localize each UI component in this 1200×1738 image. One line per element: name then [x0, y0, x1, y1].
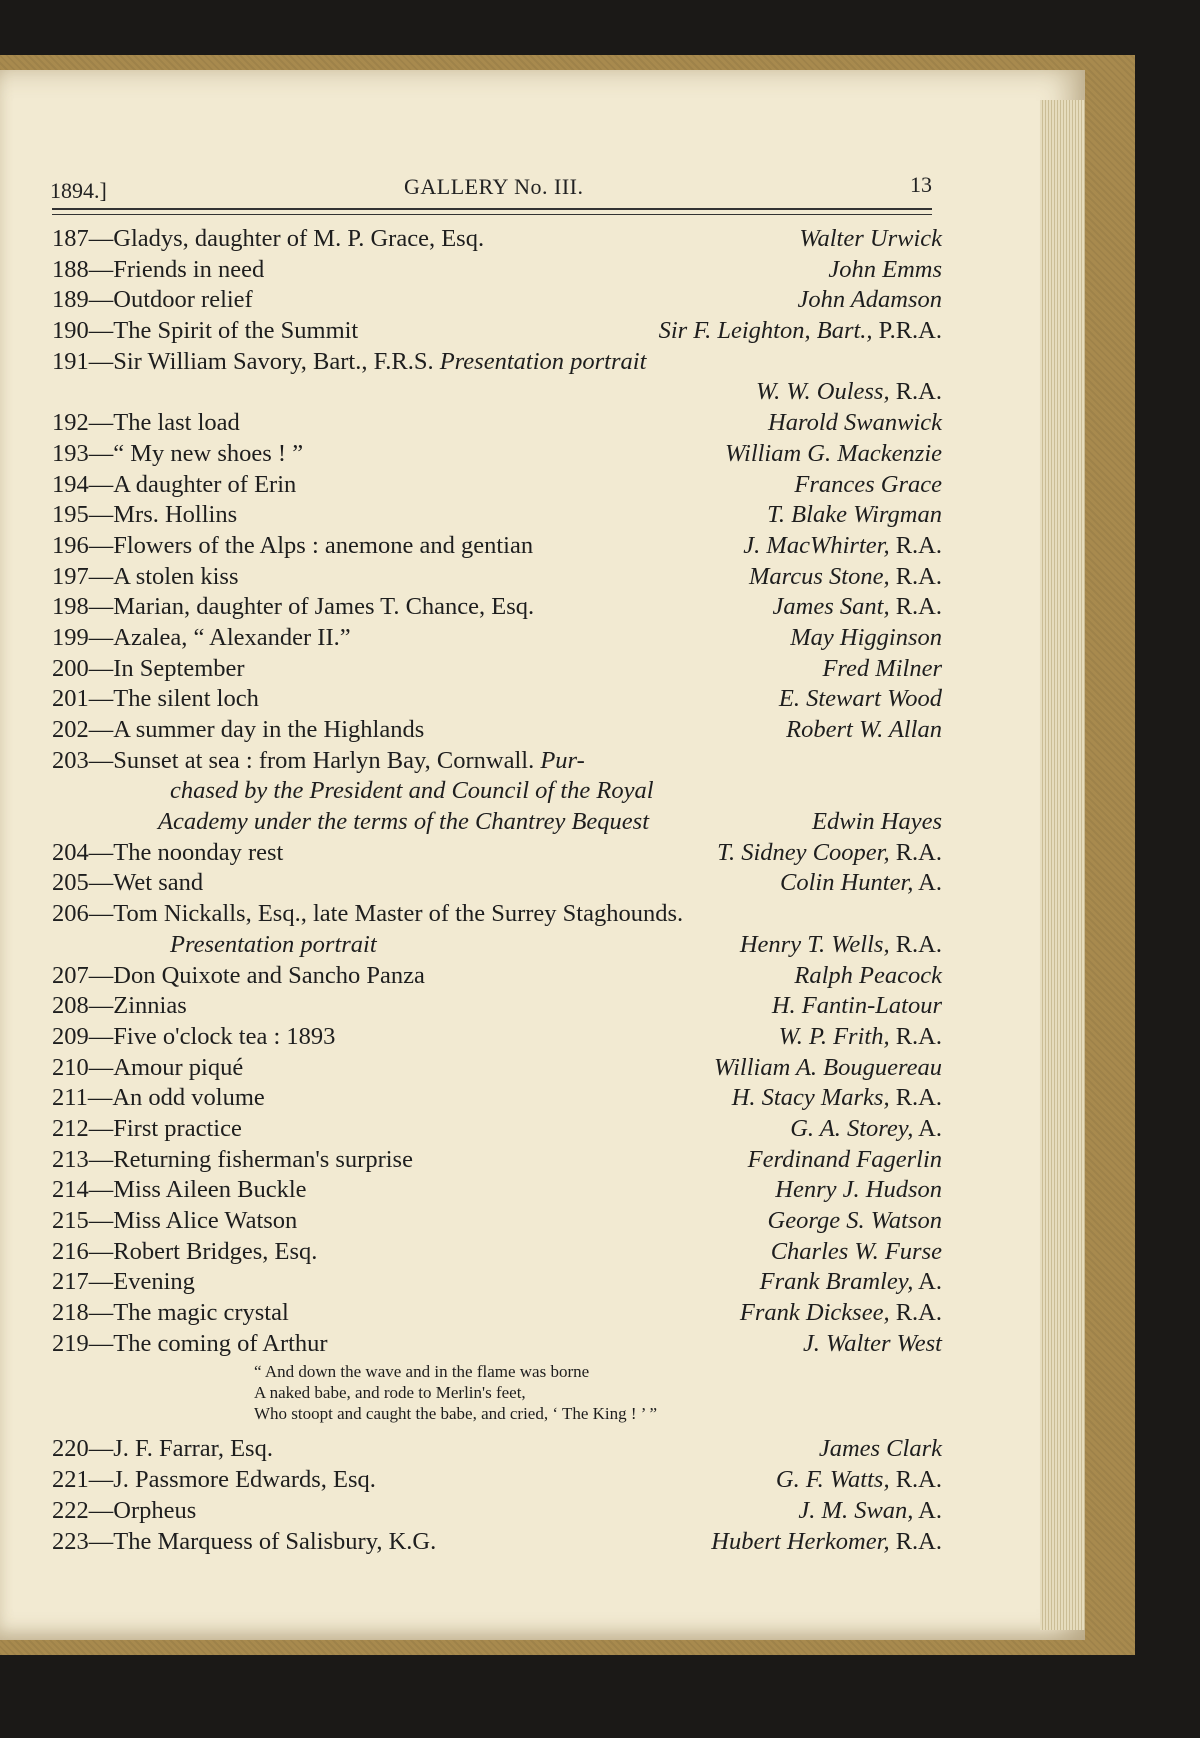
- entry-title: A stolen kiss: [113, 562, 239, 590]
- entry-number: 188: [52, 255, 89, 283]
- artist-honours: A.: [913, 1114, 942, 1142]
- entry-text: 197—A stolen kiss: [52, 562, 239, 590]
- entry-continuation: [52, 930, 942, 961]
- entry-title: The last load: [113, 409, 240, 437]
- artist-name: G. A. Storey, A.: [790, 1114, 942, 1142]
- catalogue-entry: [52, 316, 942, 347]
- catalogue-entry: [52, 285, 942, 316]
- entry-number: 207: [52, 961, 89, 989]
- entry-text: 222—Orpheus: [52, 1496, 197, 1524]
- running-header: [50, 170, 932, 203]
- entry-title: A summer day in the Highlands: [113, 716, 425, 743]
- entry-note: chased by the President and Council of the Royal: [170, 777, 654, 805]
- entry-number: 193: [52, 439, 89, 467]
- catalogue-entry: [52, 1496, 942, 1527]
- entry-text: 191—Sir William Savory, Bart., F.R.S. Presentation portrait: [52, 347, 647, 375]
- entry-title: “ My new shoes ! ”: [113, 439, 304, 467]
- artist-name: Frank Dicksee, R.A.: [739, 1299, 942, 1327]
- artist-name: Harold Swanwick: [768, 409, 942, 437]
- entry-number: 215: [52, 1207, 89, 1234]
- entry-number: 218: [52, 1299, 89, 1327]
- artist-name: James Clark: [818, 1435, 942, 1463]
- entry-text: 187—Gladys, daughter of M. P. Grace, Esq.: [52, 225, 485, 252]
- entry-title: The noonday rest: [113, 838, 284, 866]
- entry-text: 208—Zinnias: [52, 992, 187, 1020]
- artist-name: George S. Watson: [767, 1207, 942, 1234]
- entry-number: 200: [52, 654, 89, 682]
- entry-title: Wet sand: [113, 869, 204, 897]
- catalogue-entry: [52, 684, 942, 715]
- entry-number: 189: [52, 286, 89, 314]
- catalogue-entry: [52, 255, 942, 286]
- artist-honours: R.A.: [889, 1084, 942, 1112]
- artist-honours: P.R.A.: [872, 317, 942, 345]
- entry-number: 214: [52, 1176, 89, 1204]
- entry-text: 219—The coming of Arthur: [52, 1329, 328, 1357]
- artist-name: William G. Mackenzie: [724, 439, 942, 467]
- entry-continuation: [52, 377, 942, 408]
- artist-name: Edwin Hayes: [812, 808, 942, 836]
- entry-text: 209—Five o'clock tea : 1893: [52, 1022, 336, 1050]
- entry-number: 223: [52, 1527, 89, 1555]
- entry-title: The magic crystal: [113, 1299, 289, 1327]
- entry-title: Amour piqué: [113, 1053, 244, 1081]
- entry-text: 207—Don Quixote and Sancho Panza: [52, 961, 425, 989]
- catalogue-entry: [52, 746, 942, 777]
- catalogue-entry: [52, 531, 942, 562]
- verse-line: A naked babe, and rode to Merlin's feet,: [254, 1383, 526, 1403]
- artist-name: J. M. Swan, A.: [798, 1496, 942, 1524]
- entry-text: 210—Amour piqué: [52, 1053, 244, 1081]
- catalogue-entry: [52, 1022, 942, 1053]
- entry-text: 220—J. F. Farrar, Esq.: [52, 1435, 273, 1463]
- catalogue-entry: [52, 347, 942, 378]
- entry-text: 199—Azalea, “ Alexander II.”: [52, 623, 351, 651]
- entry-number: 222: [52, 1496, 89, 1524]
- entry-text: 218—The magic crystal: [52, 1299, 289, 1327]
- entry-note: Presentation portrait: [439, 347, 647, 375]
- entry-text: 217—Evening: [52, 1268, 195, 1296]
- entry-number: 195: [52, 501, 89, 529]
- artist-name: Marcus Stone, R.A.: [748, 562, 942, 590]
- entry-title: The Marquess of Salisbury, K.G.: [113, 1527, 437, 1555]
- entry-number: 209: [52, 1022, 89, 1050]
- entry-number: 212: [52, 1114, 89, 1142]
- entry-number: 197: [52, 562, 89, 590]
- entry-text: 190—The Spirit of the Summit: [52, 317, 359, 345]
- entry-text: 202—A summer day in the Highlands: [52, 716, 425, 743]
- entry-number: 194: [52, 470, 89, 498]
- artist-name: John Emms: [828, 255, 942, 283]
- catalogue-entry: [52, 1434, 942, 1465]
- artist-honours: R.A.: [889, 1466, 942, 1494]
- artist-name: Ferdinand Fagerlin: [747, 1145, 942, 1173]
- catalogue-entry: [52, 1175, 942, 1206]
- catalogue-entry: [52, 1237, 942, 1268]
- catalogue-entry: [52, 838, 942, 869]
- verse-quotation: [52, 1361, 942, 1424]
- artist-name: G. F. Watts, R.A.: [775, 1466, 942, 1494]
- entry-text: 203—Sunset at sea : from Harlyn Bay, Cornwall. Pur-: [52, 746, 585, 774]
- artist-name: T. Blake Wirgman: [767, 501, 942, 529]
- entry-text: 188—Friends in need: [52, 255, 265, 283]
- entry-text: 221—J. Passmore Edwards, Esq.: [52, 1466, 376, 1494]
- entry-title: Returning fisherman's surprise: [113, 1145, 413, 1173]
- artist-name: Frank Bramley, A.: [759, 1268, 942, 1296]
- entry-number: 205: [52, 869, 89, 897]
- artist-name: J. MacWhirter, R.A.: [743, 531, 942, 559]
- artist-name: James Sant, R.A.: [772, 593, 942, 621]
- entry-note: Academy under the terms of the Chantrey Bequest: [158, 808, 650, 836]
- artist-name: H. Fantin-Latour: [771, 992, 942, 1020]
- header-year: 1894.]: [50, 178, 107, 203]
- entry-text: 211—An odd volume: [52, 1084, 265, 1112]
- verse-line: “ And down the wave and in the flame was borne: [254, 1362, 590, 1382]
- artist-name: Sir F. Leighton, Bart., P.R.A.: [658, 317, 942, 345]
- entry-number: 203: [52, 746, 89, 774]
- artist-name: May Higginson: [790, 623, 942, 651]
- entry-title: Sir William Savory, Bart., F.R.S.: [113, 347, 434, 375]
- catalogue-entry: [52, 1145, 942, 1176]
- artist-name: John Adamson: [797, 286, 942, 314]
- entry-number: 211: [52, 1084, 88, 1112]
- page-edges: [1040, 100, 1085, 1630]
- entry-text: 194—A daughter of Erin: [52, 470, 297, 498]
- artist-name: T. Sidney Cooper, R.A.: [717, 838, 942, 866]
- entry-text: 212—First practice: [52, 1114, 242, 1142]
- header-rule: [52, 208, 932, 215]
- entry-number: 204: [52, 838, 89, 866]
- artist-name: Colin Hunter, A.: [780, 869, 942, 897]
- catalogue-entries: [52, 224, 942, 1557]
- entry-number: 206: [52, 900, 89, 928]
- artist-name: Walter Urwick: [799, 225, 942, 252]
- catalogue-entry: [52, 592, 942, 623]
- artist-name: Ralph Peacock: [794, 961, 942, 989]
- artist-name: H. Stacy Marks, R.A.: [731, 1084, 942, 1112]
- entry-text: 214—Miss Aileen Buckle: [52, 1176, 307, 1204]
- artist-honours: R.A.: [889, 378, 942, 406]
- catalogue-entry: [52, 1053, 942, 1084]
- entry-number: 202: [52, 716, 89, 743]
- entry-title: Marian, daughter of James T. Chance, Esq.: [113, 593, 535, 621]
- artist-honours: R.A.: [889, 531, 942, 559]
- entry-text: 196—Flowers of the Alps : anemone and gentian: [52, 531, 534, 559]
- artist-name: William A. Bouguereau: [714, 1053, 942, 1081]
- entry-text: 192—The last load: [52, 409, 240, 437]
- entry-title: Evening: [113, 1268, 195, 1296]
- verse-line: Who stoopt and caught the babe, and cried, ‘ The King ! ’ ”: [254, 1404, 657, 1424]
- entry-number: 219: [52, 1329, 89, 1357]
- artist-honours: A.: [913, 869, 942, 897]
- catalogue-entry: [52, 1267, 942, 1298]
- entry-number: 221: [52, 1466, 89, 1494]
- entry-title-continued: Pur-: [540, 746, 585, 774]
- artist-name: Fred Milner: [822, 654, 942, 682]
- entry-number: 199: [52, 623, 89, 651]
- entry-number: 187: [52, 225, 89, 252]
- entry-title: Don Quixote and Sancho Panza: [113, 961, 425, 989]
- entry-title: Gladys, daughter of M. P. Grace, Esq.: [113, 225, 485, 252]
- page-number: 13: [910, 172, 932, 197]
- catalogue-entry: [52, 899, 942, 930]
- entry-continuation: [52, 807, 942, 838]
- entry-text: 215—Miss Alice Watson: [52, 1207, 298, 1234]
- entry-title: Friends in need: [113, 255, 265, 283]
- entry-title: J. Passmore Edwards, Esq.: [113, 1466, 376, 1494]
- catalogue-entry: [52, 439, 942, 470]
- catalogue-entry: [52, 654, 942, 685]
- entry-number: 198: [52, 593, 89, 621]
- entry-title: Azalea, “ Alexander II.”: [113, 623, 351, 651]
- entry-text: 204—The noonday rest: [52, 838, 284, 866]
- catalogue-entry: [52, 562, 942, 593]
- entry-title: Zinnias: [113, 992, 187, 1020]
- catalogue-entry: [52, 1206, 942, 1237]
- entry-number: 192: [52, 409, 89, 437]
- entry-text: 193—“ My new shoes ! ”: [52, 439, 304, 467]
- entry-title: First practice: [113, 1114, 242, 1142]
- entry-number: 217: [52, 1268, 89, 1296]
- entry-text: 213—Returning fisherman's surprise: [52, 1145, 413, 1173]
- catalogue-entry: [52, 991, 942, 1022]
- artist-name: Charles W. Furse: [770, 1237, 942, 1265]
- header-title: GALLERY No. III.: [404, 174, 584, 199]
- entry-text: 201—The silent loch: [52, 685, 259, 713]
- entry-continuation: [52, 776, 942, 807]
- entry-title: The Spirit of the Summit: [113, 317, 359, 345]
- catalogue-entry: [52, 1465, 942, 1496]
- catalogue-entry: [52, 1329, 942, 1360]
- artist-honours: R.A.: [889, 838, 942, 866]
- entry-title: Outdoor relief: [113, 286, 253, 314]
- catalogue-entry: [52, 1083, 942, 1114]
- catalogue-entry: [52, 961, 942, 992]
- artist-honours: A.: [913, 1496, 942, 1524]
- artist-honours: R.A.: [889, 593, 942, 621]
- entry-number: 196: [52, 531, 89, 559]
- entry-text: 195—Mrs. Hollins: [52, 501, 238, 529]
- entry-title: Orpheus: [113, 1496, 197, 1524]
- artist-name: Henry T. Wells, R.A.: [739, 930, 942, 958]
- artist-name: J. Walter West: [802, 1329, 942, 1357]
- artist-honours: A.: [913, 1268, 942, 1296]
- entry-title: The silent loch: [113, 685, 259, 713]
- entry-title: Flowers of the Alps : anemone and gentian: [113, 531, 534, 559]
- entry-title: Miss Aileen Buckle: [113, 1176, 307, 1204]
- artist-name: Henry J. Hudson: [775, 1176, 942, 1204]
- entry-number: 191: [52, 347, 89, 375]
- entry-title: Sunset at sea : from Harlyn Bay, Cornwall.: [113, 746, 535, 774]
- entry-text: 189—Outdoor relief: [52, 286, 253, 314]
- entry-number: 210: [52, 1053, 89, 1081]
- entry-text: 216—Robert Bridges, Esq.: [52, 1237, 318, 1265]
- artist-name: Frances Grace: [794, 470, 942, 498]
- entry-text: 200—In September: [52, 654, 245, 682]
- entry-title: In September: [113, 654, 245, 682]
- entry-number: 190: [52, 317, 89, 345]
- entry-title: Mrs. Hollins: [113, 501, 238, 529]
- entry-note: Presentation portrait: [170, 930, 377, 958]
- artist-name: Robert W. Allan: [786, 716, 942, 743]
- entry-title: A daughter of Erin: [113, 470, 297, 498]
- entry-number: 220: [52, 1435, 89, 1463]
- artist-honours: R.A.: [889, 1022, 942, 1050]
- artist-honours: R.A.: [889, 930, 942, 958]
- catalogue-entry: [52, 1527, 942, 1558]
- artist-name: W. W. Ouless, R.A.: [755, 378, 942, 406]
- catalogue-entry: [52, 500, 942, 531]
- artist-name: Hubert Herkomer, R.A.: [711, 1527, 942, 1555]
- catalogue-entry: [52, 868, 942, 899]
- entry-number: 216: [52, 1237, 89, 1265]
- entry-number: 201: [52, 685, 89, 713]
- catalogue-entry: [52, 408, 942, 439]
- artist-honours: R.A.: [889, 562, 942, 590]
- catalogue-entry: [52, 1114, 942, 1145]
- entry-title: J. F. Farrar, Esq.: [113, 1435, 273, 1463]
- entry-text: 206—Tom Nickalls, Esq., late Master of the Surrey Staghounds.: [52, 900, 684, 928]
- entry-title: Tom Nickalls, Esq., late Master of the Surrey Staghounds.: [113, 900, 684, 928]
- catalogue-entry: [52, 623, 942, 654]
- entry-number: 213: [52, 1145, 89, 1173]
- entry-title: Five o'clock tea : 1893: [113, 1022, 336, 1050]
- entry-text: 223—The Marquess of Salisbury, K.G.: [52, 1527, 437, 1555]
- entry-text: 205—Wet sand: [52, 869, 204, 897]
- artist-name: E. Stewart Wood: [778, 685, 942, 713]
- catalogue-entry: [52, 470, 942, 501]
- entry-text: 198—Marian, daughter of James T. Chance, Esq.: [52, 593, 535, 621]
- catalogue-entry: [52, 1298, 942, 1329]
- catalogue-entry: [52, 715, 942, 746]
- artist-name: W. P. Frith, R.A.: [778, 1022, 942, 1050]
- artist-honours: R.A.: [889, 1527, 942, 1555]
- artist-honours: R.A.: [889, 1299, 942, 1327]
- entry-title: The coming of Arthur: [113, 1329, 328, 1357]
- entry-title: Robert Bridges, Esq.: [113, 1237, 318, 1265]
- catalogue-entry: [52, 224, 942, 255]
- entry-number: 208: [52, 992, 89, 1020]
- entry-title: Miss Alice Watson: [113, 1207, 298, 1234]
- entry-title: An odd volume: [112, 1084, 265, 1112]
